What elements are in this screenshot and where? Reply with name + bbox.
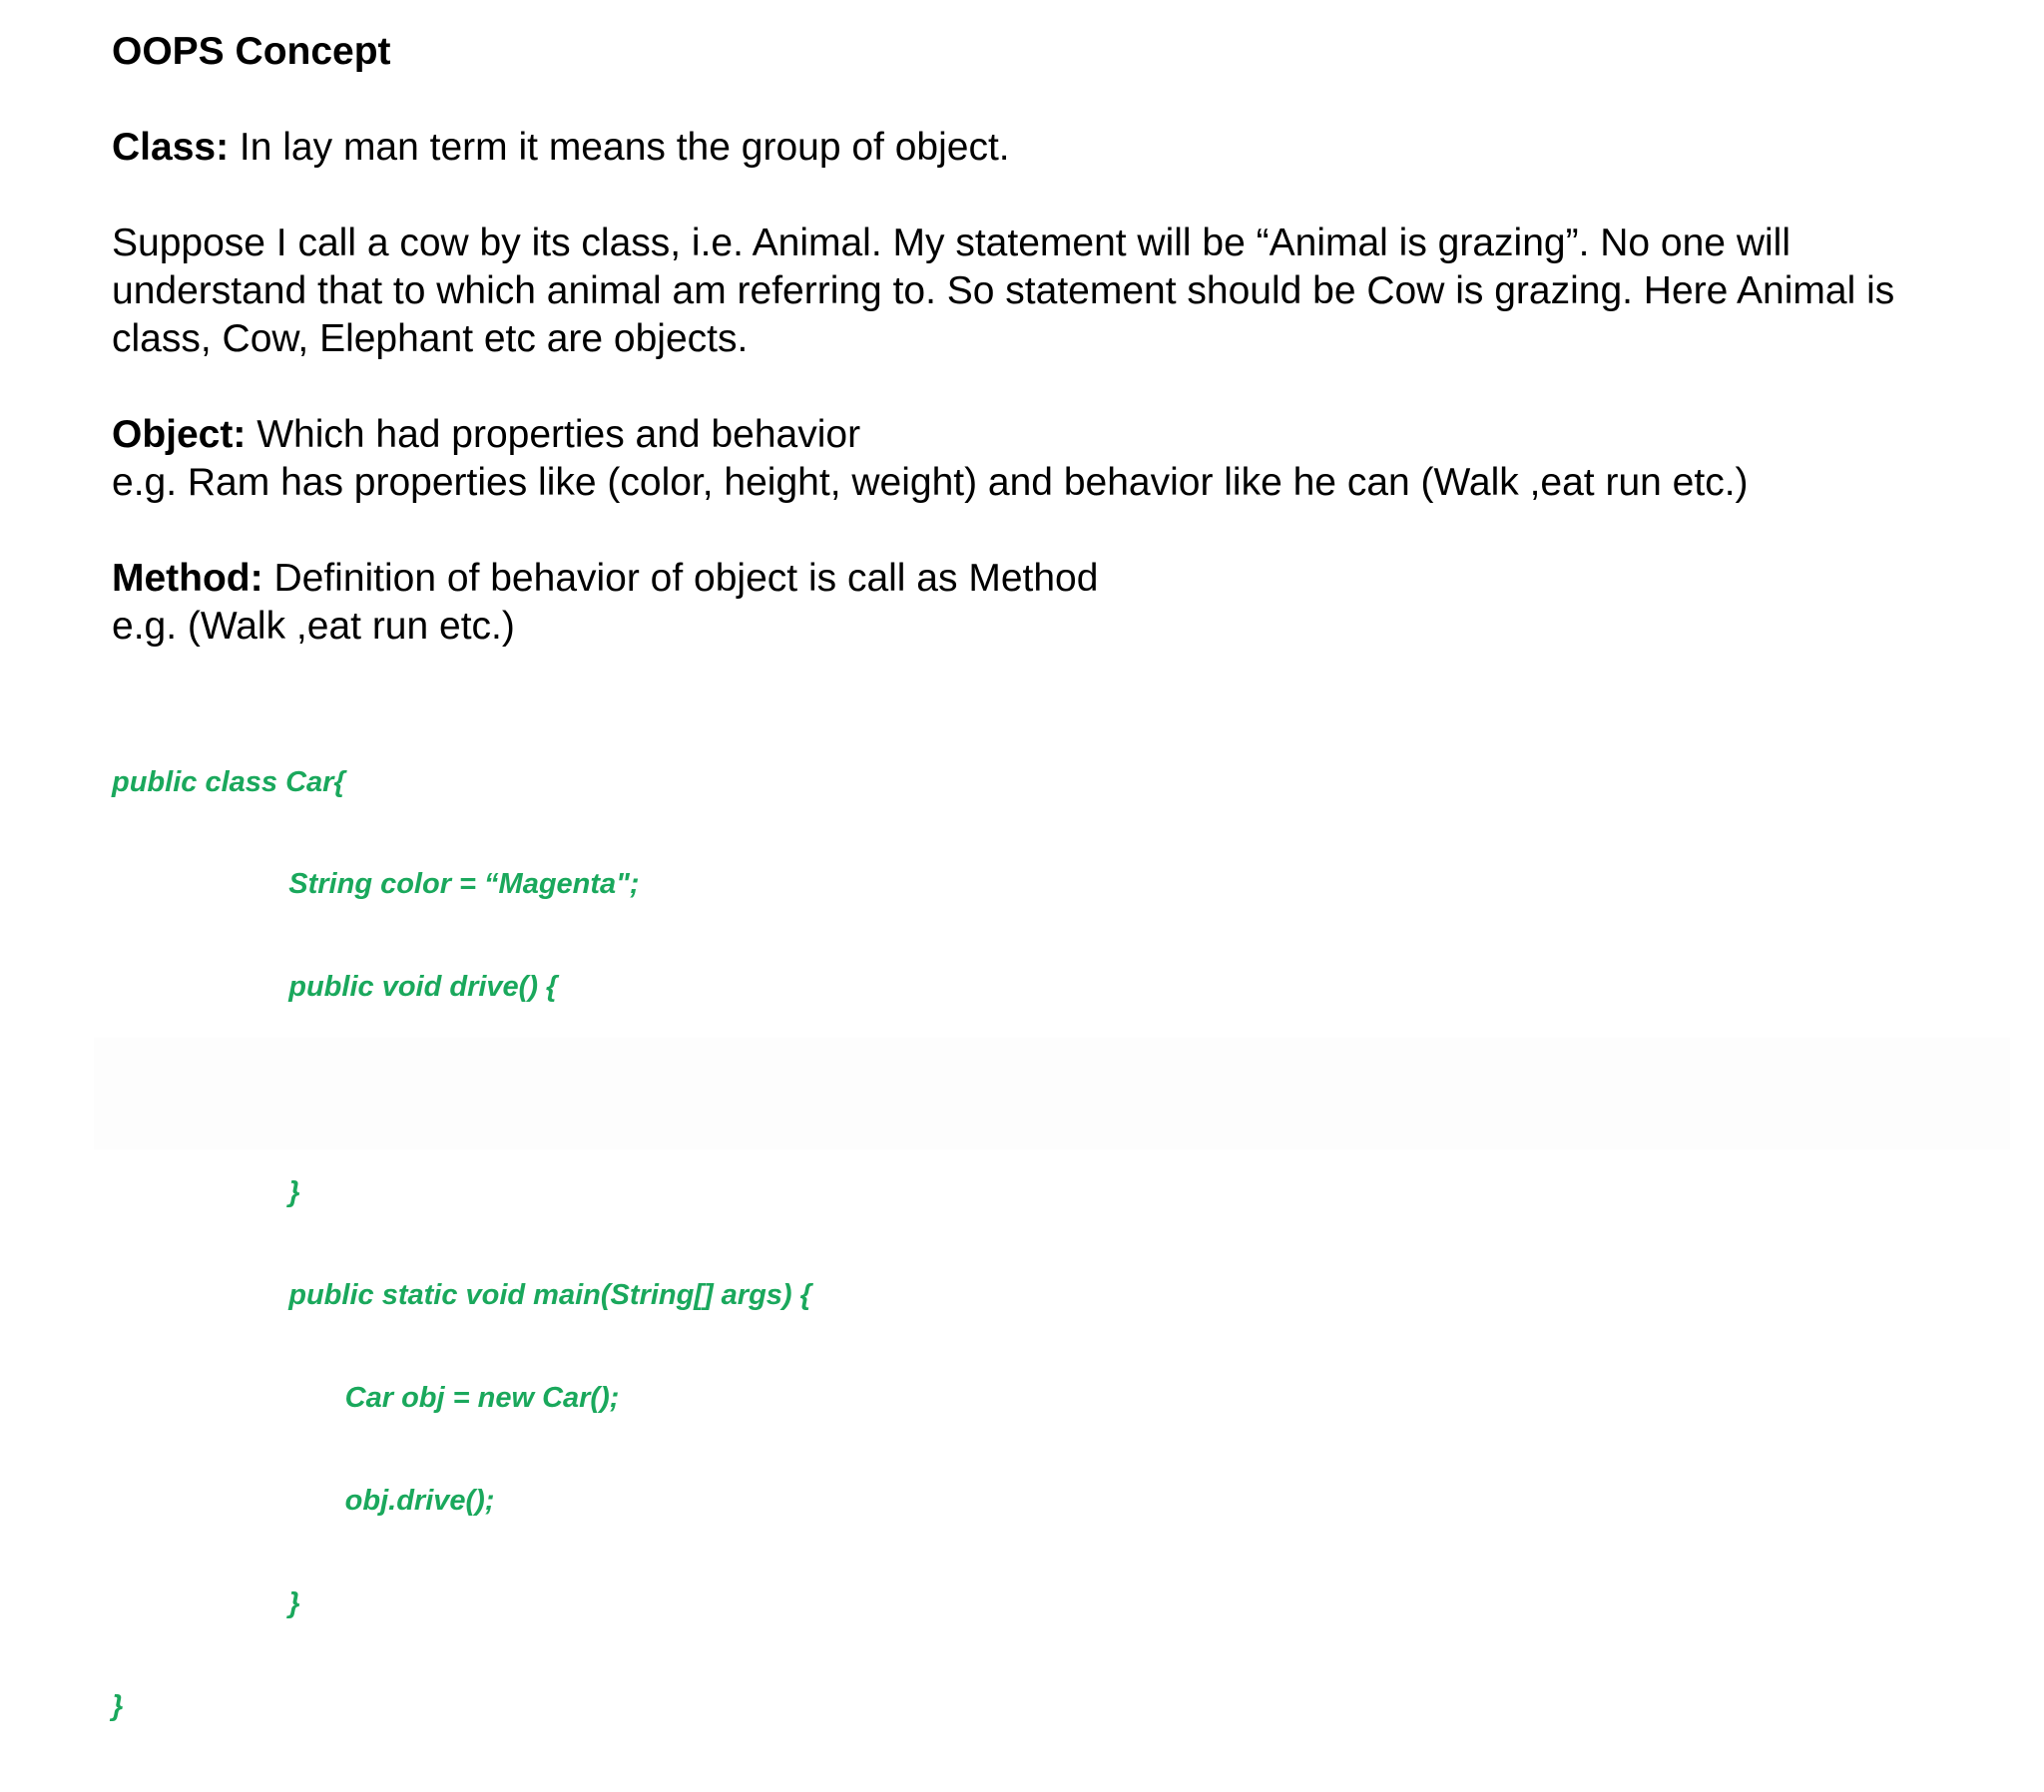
object-text: Which had properties and behavior bbox=[246, 413, 861, 456]
paragraph-line: class, Cow, Elephant etc are objects. bbox=[112, 317, 749, 360]
code-block bbox=[112, 696, 811, 1792]
object-definition-line bbox=[112, 411, 1749, 459]
class-label: Class: bbox=[112, 126, 230, 169]
paragraph-line: Suppose I call a cow by its class, i.e. Animal. My statement will be “Animal is grazing”. No one will bbox=[112, 222, 1790, 264]
object-definition bbox=[112, 411, 1749, 507]
code-line: obj.drive(); bbox=[112, 1484, 495, 1517]
class-example-paragraph bbox=[112, 220, 1894, 363]
code-line: } bbox=[112, 1689, 124, 1722]
code-line: Car obj = new Car(); bbox=[112, 1381, 620, 1414]
method-definition-line bbox=[112, 555, 1098, 603]
background-panel bbox=[94, 1038, 2010, 1149]
object-label: Object: bbox=[112, 413, 247, 456]
method-definition bbox=[112, 555, 1098, 651]
page-title: OOPS Concept bbox=[112, 30, 391, 73]
paragraph-line: understand that to which animal am referring to. So statement should be Cow is grazing. Here Animal is bbox=[112, 269, 1895, 312]
method-label: Method: bbox=[112, 557, 263, 600]
code-line: public void drive() { bbox=[112, 971, 558, 1004]
method-text: Definition of behavior of object is call as Method bbox=[262, 557, 1099, 600]
class-definition bbox=[112, 124, 1010, 172]
class-text: In lay man term it means the group of object. bbox=[229, 126, 1010, 169]
code-line: String color = “Magenta"; bbox=[112, 868, 640, 901]
object-example: e.g. Ram has properties like (color, height, weight) and behavior like he can (Walk ,eat run etc.) bbox=[112, 461, 1749, 504]
code-line: public class Car{ bbox=[112, 765, 345, 798]
code-line: public static void main(String[] args) { bbox=[112, 1279, 811, 1312]
code-line: } bbox=[112, 1586, 300, 1619]
class-definition-line bbox=[112, 124, 1010, 172]
method-example: e.g. (Walk ,eat run etc.) bbox=[112, 605, 515, 648]
code-line: } bbox=[112, 1176, 300, 1209]
